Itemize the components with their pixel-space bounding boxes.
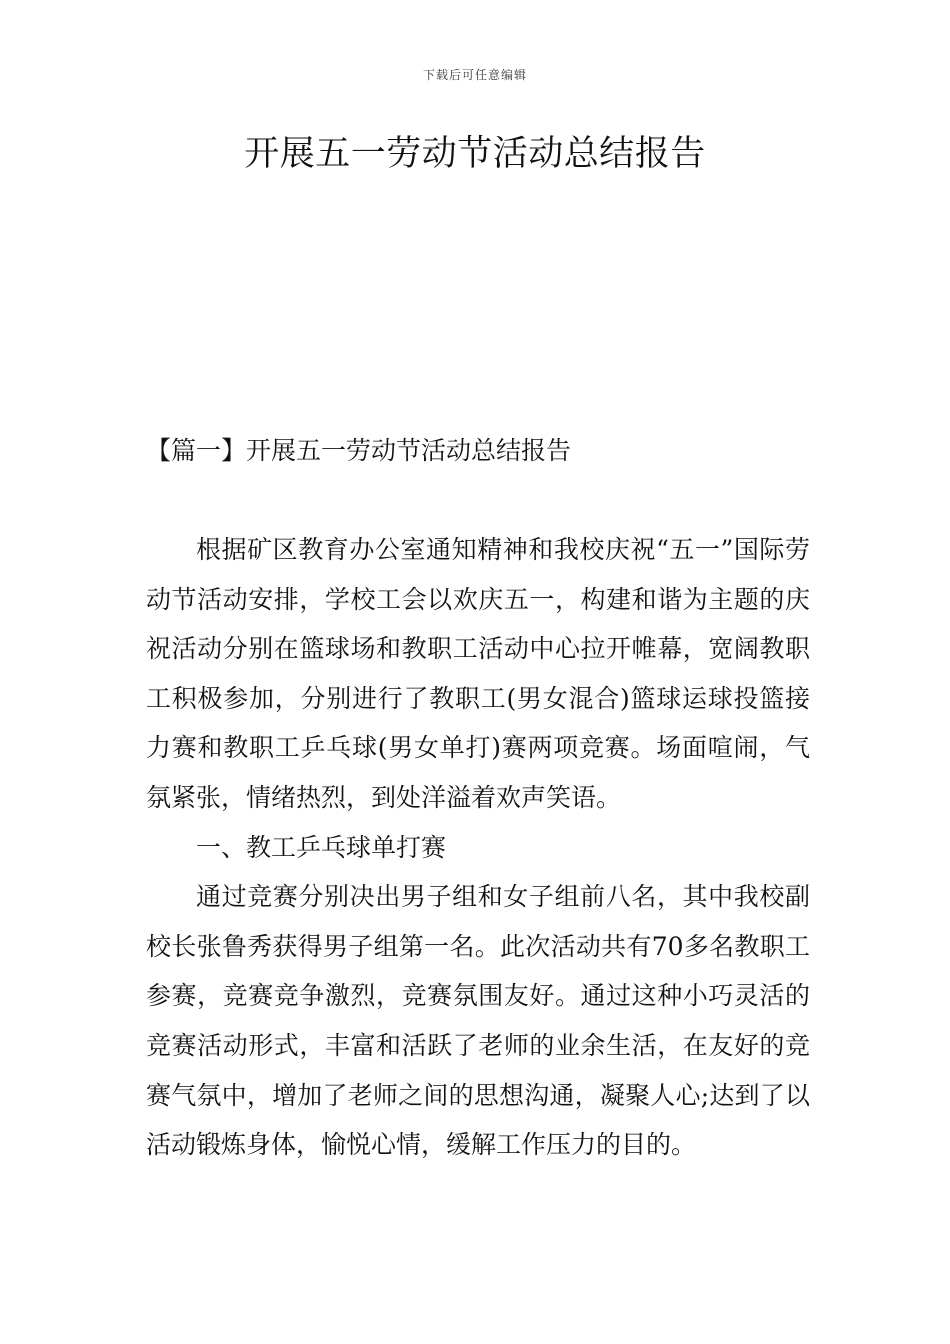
header-note: 下载后可任意编辑 xyxy=(422,68,527,82)
body-text xyxy=(146,525,810,1170)
paragraph-table-tennis: 通过竞赛分别决出男子组和女子组前八名，其中我校副校长张鲁秀获得男子组第一名。此次活动共有70多名教职工参赛，竞赛竞争激烈，竞赛氛围友好。通过这种小巧灵活的竞赛活动形式，丰富和活跃了老师的业余生活，在友好的竞赛气氛中，增加了老师之间的思想沟通，凝聚人心;达到了以活动锻炼身体，愉悦心情，缓解工作压力的目的。 xyxy=(146,882,810,1160)
document-title: 开展五一劳动节活动总结报告 xyxy=(244,134,706,174)
paragraph-subheading: 一、教工乒乓球单打赛 xyxy=(196,832,447,862)
paragraph-intro: 根据矿区教育办公室通知精神和我校庆祝“五一”国际劳动节活动安排，学校工会以欢庆五一，构建和谐为主题的庆祝活动分别在篮球场和教职工活动中心拉开帷幕，宽阔教职工积极参加，分别进行了教职工(男女混合)篮球运球投篮接力赛和教职工乒乓球(男女单打)赛两项竞赛。场面喧闹，气氛紧张，情绪热烈，到处洋溢着欢声笑语。 xyxy=(146,535,810,812)
section-heading: 【篇一】开展五一劳动节活动总结报告 xyxy=(146,436,572,465)
